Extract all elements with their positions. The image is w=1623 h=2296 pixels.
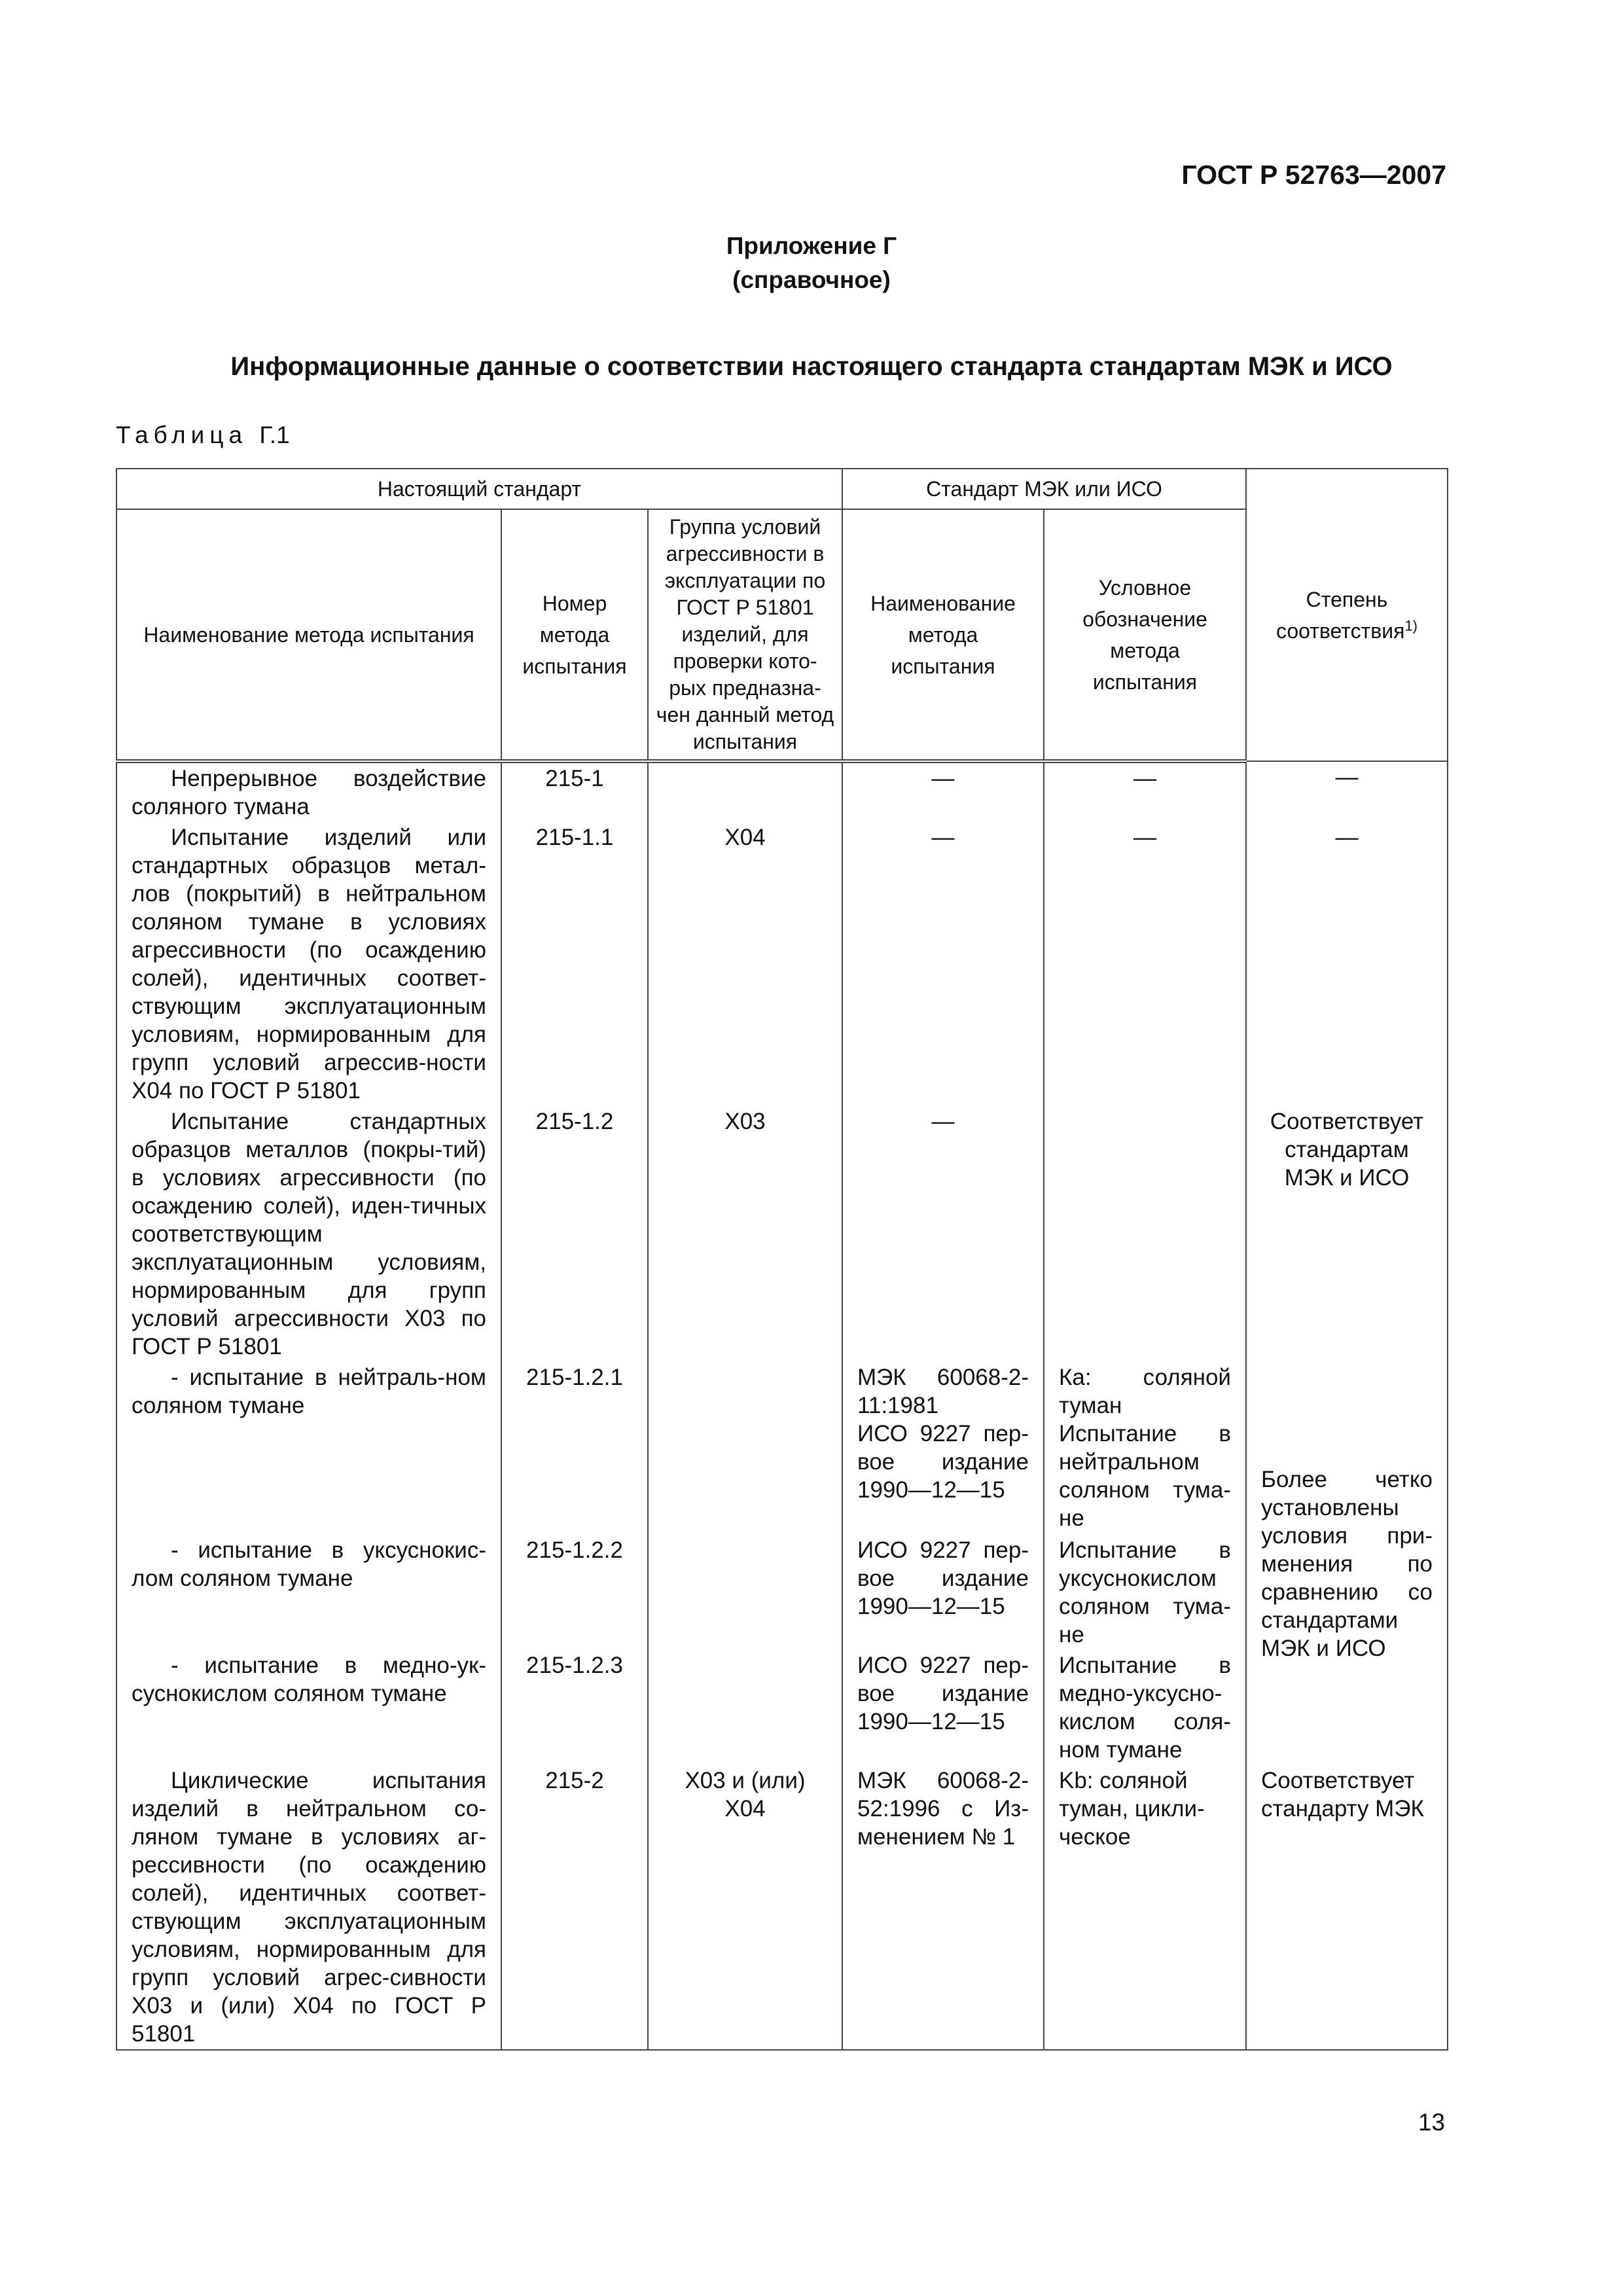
table-row-215-1-2-1 — [116, 1362, 1448, 1535]
cell-degree: Соответствует стандартам МЭК и ИСО — [1246, 1106, 1448, 1362]
table-caption-number: Г.1 — [259, 422, 290, 448]
cell-iec-method-code: Испытание в уксуснокислом соляном тума-не — [1044, 1535, 1246, 1650]
cell-iec-method-name: — — [842, 822, 1044, 1106]
cell-method-number: 215-1.2 — [501, 1106, 648, 1362]
cell-iec-method-code — [1044, 1106, 1246, 1362]
cell-iec-method-code: Kb: соляной туман, цикли-ческое — [1044, 1765, 1246, 2050]
cell-iec-method-name: МЭК 60068-2-52:1996 с Из-менением № 1 — [842, 1765, 1044, 2050]
cell-method-number: 215-1.2.1 — [501, 1362, 648, 1535]
header-method-number: Номер метода испытания — [501, 509, 648, 761]
header-condition-group: Группа условий агрессивности в эксплуатации по ГОСТ Р 51801 изделий, для проверки кото-рых предназна-чен данный метод испытания — [648, 509, 842, 761]
header-iec-iso-standard: Стандарт МЭК или ИСО — [842, 469, 1246, 509]
header-iec-method-code: Условное обозначение метода испытания — [1044, 509, 1246, 761]
table-row-215-2 — [116, 1765, 1448, 2050]
table-row-215-1 — [116, 761, 1448, 822]
page-number: 13 — [1418, 2109, 1445, 2136]
cell-degree: Соответствует стандарту МЭК — [1246, 1765, 1448, 2050]
table-caption-prefix: Таблица — [116, 422, 248, 448]
cell-method-name: Испытание стандартных образцов металлов (покры-тий) в условиях агрессивности (по осаждению солей), иден-тичных соответствующим эксплуатационным условиям, нормированным для групп условий агрессивности Х03 по ГОСТ Р 51801 — [116, 1106, 501, 1362]
cell-iec-method-name: ИСО 9227 пер-вое издание 1990—12—15 — [842, 1650, 1044, 1765]
cell-iec-method-code: Ка: соляной туман Испытание в нейтральном соляном тума-не — [1044, 1362, 1246, 1535]
header-degree-footnote-mark: 1) — [1404, 617, 1418, 634]
cell-method-name: - испытание в нейтраль-ном соляном тумане — [116, 1362, 501, 1535]
cell-iec-method-name: — — [842, 1106, 1044, 1362]
header-method-name: Наименование метода испытания — [116, 509, 501, 761]
cell-method-number: 215-1 — [501, 761, 648, 822]
header-current-standard: Настоящий стандарт — [116, 469, 842, 509]
cell-method-number: 215-1.2.2 — [501, 1535, 648, 1650]
cell-iec-method-code: — — [1044, 822, 1246, 1106]
cell-iec-method-name: ИСО 9227 пер-вое издание 1990—12—15 — [842, 1535, 1044, 1650]
cell-condition-group: Х03 — [648, 1106, 842, 1362]
cell-condition-group — [648, 761, 842, 822]
document-code: ГОСТ Р 52763—2007 — [1181, 160, 1446, 190]
appendix-subtitle: (справочное) — [732, 266, 891, 293]
cell-method-name: - испытание в медно-ук-суснокислом соляном тумане — [116, 1650, 501, 1765]
header-iec-method-name: Наименование метода испытания — [842, 509, 1044, 761]
appendix-heading — [0, 229, 1623, 297]
cell-iec-method-code: Испытание в медно-уксусно-кислом соля-ном тумане — [1044, 1650, 1246, 1765]
cell-method-name: - испытание в уксуснокис-лом соляном тумане — [116, 1535, 501, 1650]
table-row-215-1-2 — [116, 1106, 1448, 1362]
header-degree-label: Степень соответствия — [1276, 587, 1405, 643]
table-row-215-1-1 — [116, 822, 1448, 1106]
cell-method-number: 215-1.1 — [501, 822, 648, 1106]
table-header-row-1 — [116, 469, 1448, 509]
cell-method-name: Циклические испытания изделий в нейтральном со-ляном тумане в условиях аг-рессивности (по осаждению солей), идентичных соответ-ствующим эксплуатационным условиям, нормированным для групп условий агрес-сивности Х03 и (или) Х04 по ГОСТ Р 51801 — [116, 1765, 501, 2050]
cell-method-name: Испытание изделий или стандартных образцов метал-лов (покрытий) в нейтральном соляном тумане в условиях агрессивности (по осаждению солей), идентичных соответ-ствующим эксплуатационным условиям, нормированным для групп условий агрессив-ности Х04 по ГОСТ Р 51801 — [116, 822, 501, 1106]
cell-iec-method-name: МЭК 60068-2-11:1981 ИСО 9227 пер-вое издание 1990—12—15 — [842, 1362, 1044, 1535]
header-degree — [1246, 469, 1448, 761]
cell-method-number: 215-1.2.3 — [501, 1650, 648, 1765]
cell-condition-group: Х03 и (или) Х04 — [648, 1765, 842, 2050]
main-title: Информационные данные о соответствии настоящего стандарта стандартам МЭК и ИСО — [230, 352, 1393, 381]
cell-method-name: Непрерывное воздействие соляного тумана — [116, 761, 501, 822]
cell-method-number: 215-2 — [501, 1765, 648, 2050]
cell-condition-group-empty — [648, 1362, 842, 1765]
cell-degree: Более четко установлены условия при-менения по сравнению со стандартами МЭК и ИСО — [1246, 1362, 1448, 1765]
table-caption — [116, 422, 290, 449]
cell-degree: — — [1246, 761, 1448, 822]
cell-degree: — — [1246, 822, 1448, 1106]
cell-condition-group: Х04 — [648, 822, 842, 1106]
appendix-title: Приложение Г — [726, 232, 897, 259]
conformity-table — [116, 468, 1448, 2051]
cell-iec-method-name: — — [842, 761, 1044, 822]
cell-iec-method-code: — — [1044, 761, 1246, 822]
